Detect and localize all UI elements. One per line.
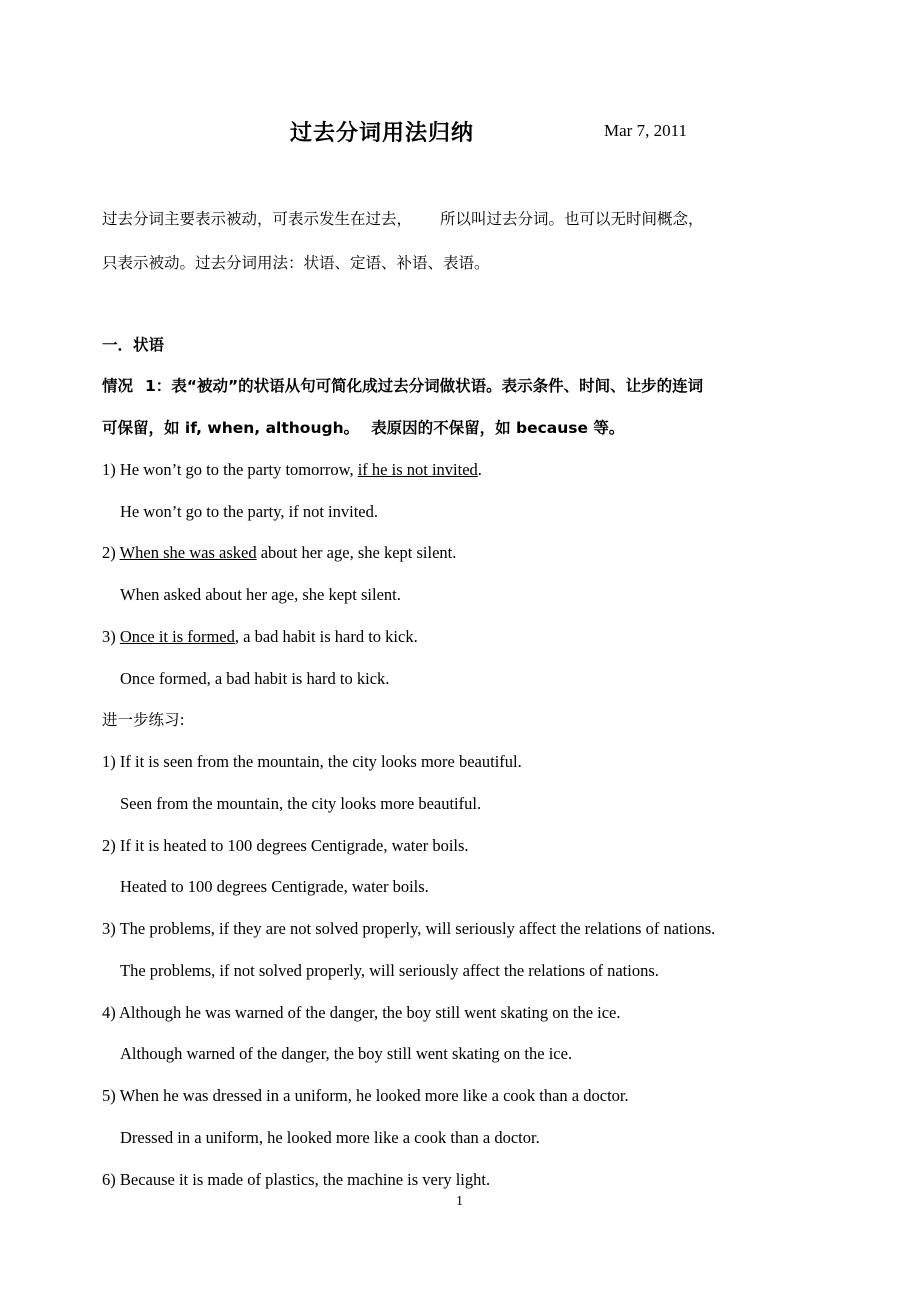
example-text: 3)	[102, 627, 120, 646]
example-1-answer: He won’t go to the party, if not invited.	[120, 502, 378, 521]
example-2-question	[102, 542, 456, 564]
practice-3-answer: The problems, if not solved properly, will seriously affect the relations of nations.	[120, 961, 659, 980]
example-text: 2)	[102, 543, 120, 562]
intro-line-2: 只表示被动。过去分词用法：状语、定语、补语、表语。	[102, 254, 490, 272]
example-2-answer: When asked about her age, she kept silent.	[120, 585, 401, 604]
rule-line-2	[102, 417, 624, 439]
intro-text-a: 过去分词主要表示被动，可表示发生在过去，	[102, 210, 413, 228]
rule-text-2a: 可保留，如 if, when, although。	[102, 419, 360, 437]
title-row	[0, 116, 920, 148]
example-text: , a bad habit is hard to kick.	[234, 627, 418, 646]
practice-3-question: 3) The problems, if they are not solved properly, will seriously affect the relations of nations.	[102, 919, 716, 938]
practice-5-answer: Dressed in a uniform, he looked more like a cook than a doctor.	[120, 1128, 540, 1147]
example-text: about her age, she kept silent.	[256, 543, 457, 562]
rule-case-label: 情况	[102, 377, 134, 395]
rule-text-1: 1：表“被动”的状语从句可简化成过去分词做状语。表示条件、时间、让步的连词	[145, 377, 704, 395]
example-3-question	[102, 626, 418, 648]
intro-line-1	[102, 208, 704, 230]
page-number: 1	[456, 1194, 463, 1209]
example-text: 1) He won’t go to the party tomorrow,	[102, 460, 358, 479]
rule-line-1	[102, 375, 703, 397]
practice-2-question: 2) If it is heated to 100 degrees Centigrade, water boils.	[102, 836, 469, 855]
section-heading: 一．状语	[102, 336, 165, 354]
practice-1-answer: Seen from the mountain, the city looks more beautiful.	[120, 794, 482, 813]
page-title: 过去分词用法归纳	[290, 121, 475, 146]
underlined-clause: Once it is formed	[119, 627, 235, 646]
underlined-clause: if he is not invited	[357, 460, 478, 479]
practice-6-question: 6) Because it is made of plastics, the machine is very light.	[102, 1170, 491, 1189]
rule-text-2b: 表原因的不保留，如 because 等。	[371, 419, 625, 437]
example-text: .	[477, 460, 482, 479]
underlined-clause: When she was asked	[119, 543, 257, 562]
example-1-question	[102, 459, 482, 481]
practice-4-answer: Although warned of the danger, the boy still went skating on the ice.	[120, 1044, 573, 1063]
practice-label: 进一步练习:	[102, 711, 185, 729]
intro-text-b: 所以叫过去分词。也可以无时间概念，	[440, 210, 704, 228]
practice-1-question: 1) If it is seen from the mountain, the city looks more beautiful.	[102, 752, 522, 771]
practice-5-question: 5) When he was dressed in a uniform, he looked more like a cook than a doctor.	[102, 1086, 629, 1105]
date-label: Mar 7, 2011	[604, 121, 687, 140]
example-3-answer: Once formed, a bad habit is hard to kick.	[120, 669, 390, 688]
practice-4-question: 4) Although he was warned of the danger, the boy still went skating on the ice.	[102, 1003, 621, 1022]
practice-2-answer: Heated to 100 degrees Centigrade, water boils.	[120, 877, 429, 896]
